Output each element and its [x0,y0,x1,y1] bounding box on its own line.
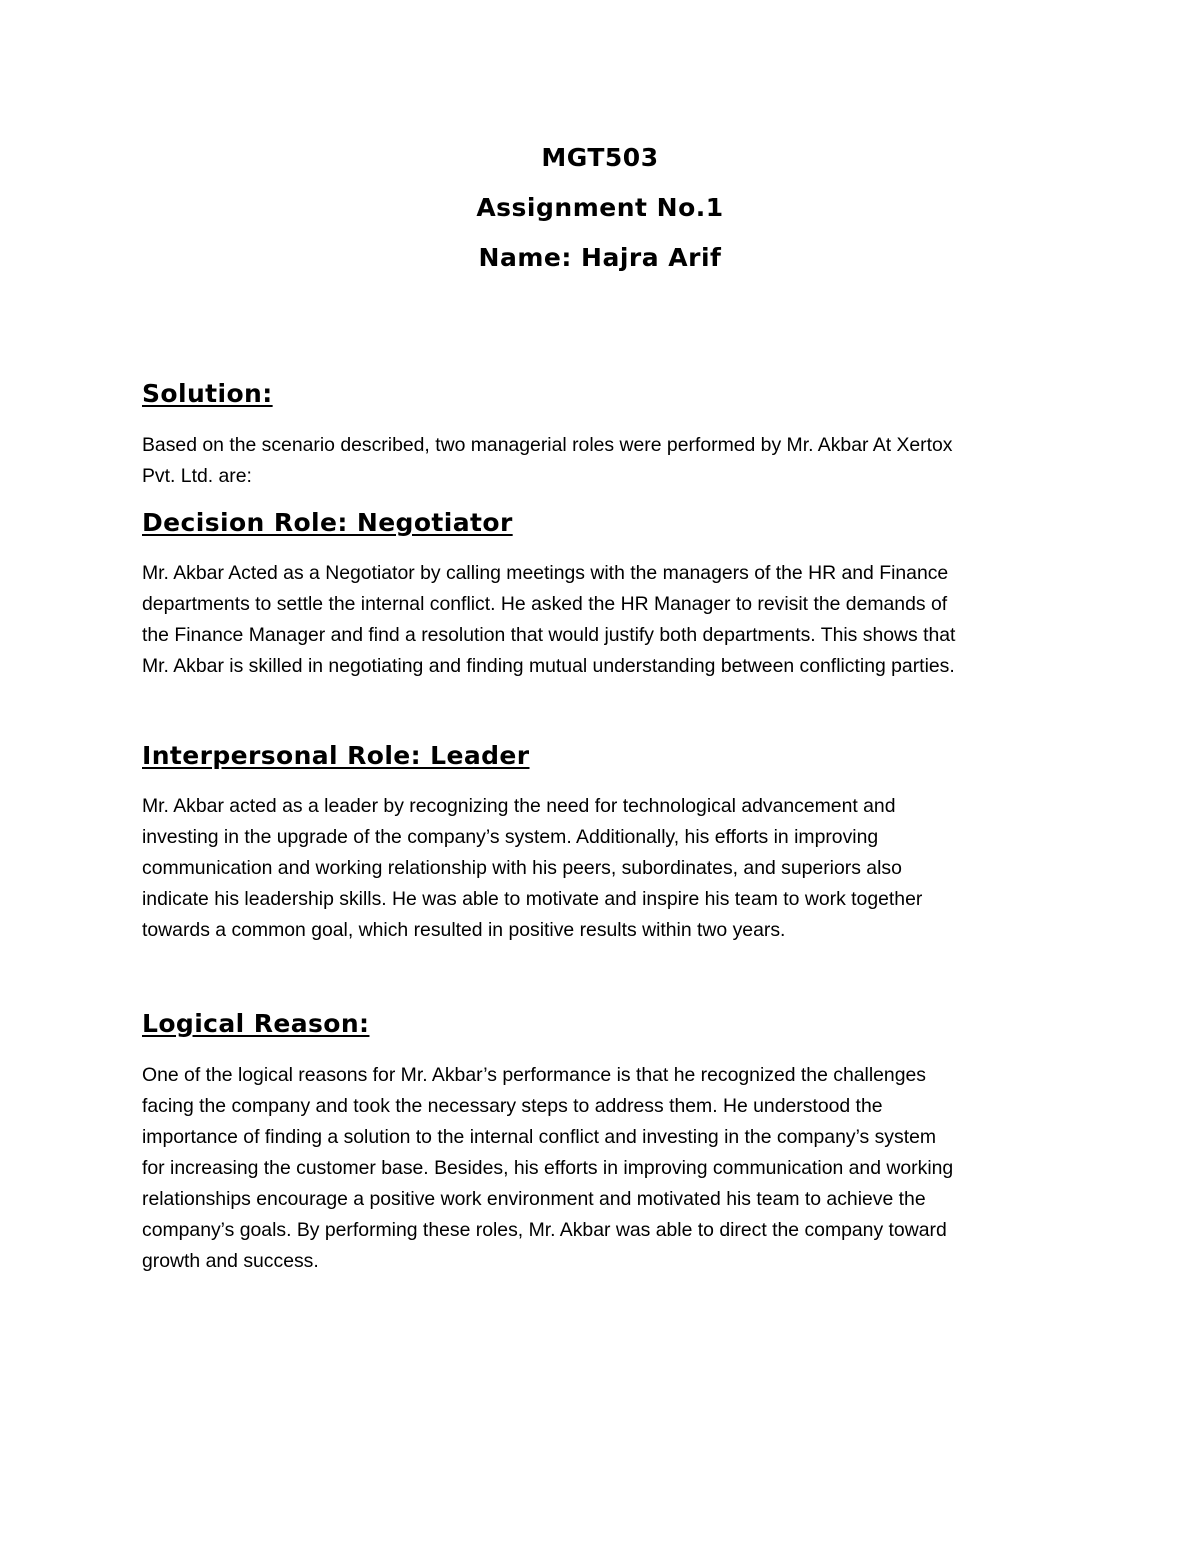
paragraph-line: Mr. Akbar is skilled in negotiating and finding mutual understanding between conflicting parties. [142,655,955,677]
course-code: MGT503 [541,143,659,172]
paragraph-line: the Finance Manager and find a resolution that would justify both departments. This shows that [142,624,956,646]
paragraph-line: growth and success. [142,1250,319,1272]
logical-reason-heading: Logical Reason: [142,1009,370,1038]
solution-paragraph [142,430,1077,492]
paragraph-line: Mr. Akbar Acted as a Negotiator by calling meetings with the managers of the HR and Finance [142,562,949,584]
negotiator-heading: Decision Role: Negotiator [142,508,513,537]
paragraph-line: relationships encourage a positive work environment and motivated his team to achieve the [142,1188,926,1210]
paragraph-line: Based on the scenario described, two managerial roles were performed by Mr. Akbar At Xertox [142,434,953,456]
paragraph-line: indicate his leadership skills. He was able to motivate and inspire his team to work together [142,888,923,910]
logical-reason-paragraph [142,1060,1077,1277]
paragraph-line: importance of finding a solution to the internal conflict and investing in the company’s system [142,1126,937,1148]
paragraph-line: facing the company and took the necessary steps to address them. He understood the [142,1095,883,1117]
paragraph-line: departments to settle the internal conflict. He asked the HR Manager to revisit the demands of [142,593,948,615]
student-name: Name: Hajra Arif [478,243,722,272]
negotiator-paragraph [142,558,1077,682]
leader-paragraph [142,791,1077,946]
title-block [0,138,1200,288]
paragraph-line: communication and working relationship with his peers, subordinates, and superiors also [142,857,902,879]
paragraph-line: company’s goals. By performing these roles, Mr. Akbar was able to direct the company toward [142,1219,947,1241]
paragraph-line: towards a common goal, which resulted in positive results within two years. [142,919,786,941]
paragraph-line: Mr. Akbar acted as a leader by recognizing the need for technological advancement and [142,795,896,817]
assignment-title: Assignment No.1 [476,193,724,222]
paragraph-line: One of the logical reasons for Mr. Akbar’s performance is that he recognized the challenges [142,1064,926,1086]
solution-heading: Solution: [142,379,273,408]
leader-heading: Interpersonal Role: Leader [142,741,530,770]
paragraph-line: Pvt. Ltd. are: [142,465,252,487]
paragraph-line: investing in the upgrade of the company’s system. Additionally, his efforts in improving [142,826,879,848]
paragraph-line: for increasing the customer base. Besides, his efforts in improving communication and working [142,1157,954,1179]
